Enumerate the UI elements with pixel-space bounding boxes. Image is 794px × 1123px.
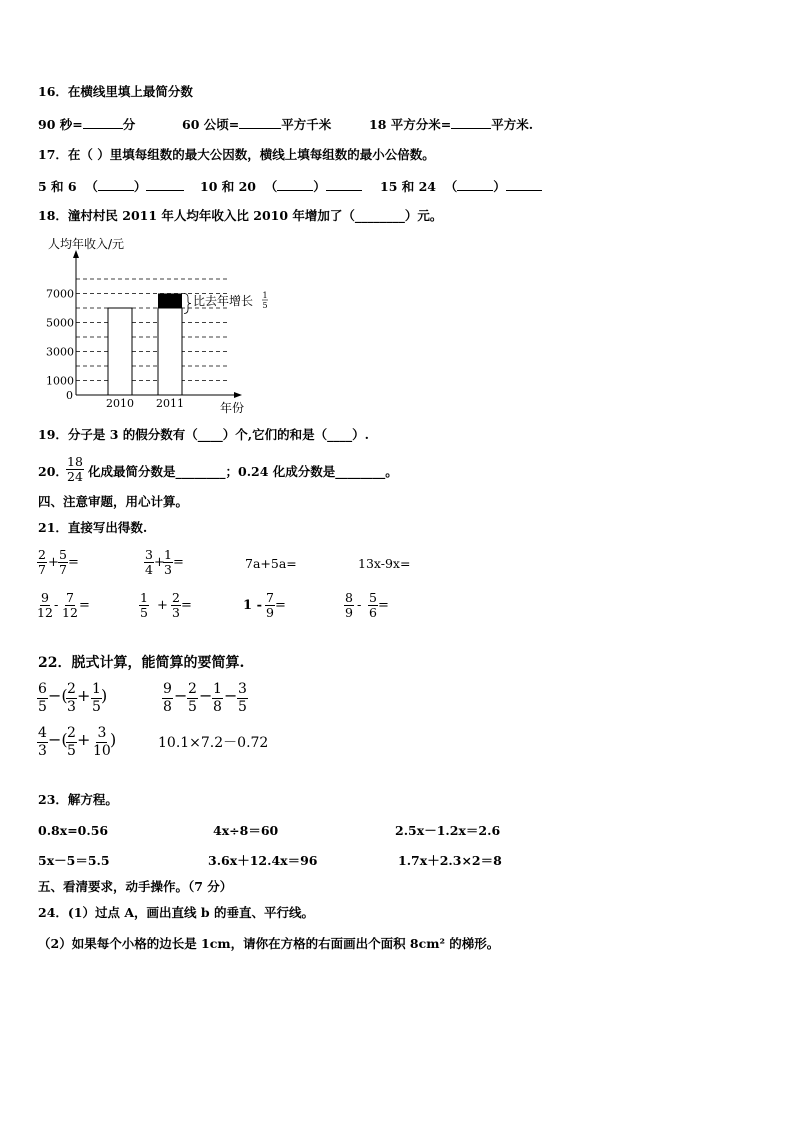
x-axis-label: 年份: [220, 401, 245, 415]
q20-rest: 化成最简分数是________；0.24 化成分数是________。: [88, 464, 398, 479]
denominator: 5: [188, 699, 197, 715]
minuend: 1 -: [243, 598, 262, 613]
q21-expr-3: 7a+5a=: [245, 556, 297, 571]
y-tick-label: 7000: [46, 287, 74, 301]
y-tick-label: 0: [66, 389, 73, 402]
q18-title: 18．潼村村民 2011 年人均年收入比 2010 年增加了（________）元。: [38, 208, 443, 223]
paren-close: ）: [133, 179, 147, 194]
chart-bars: [106, 294, 184, 411]
denominator: 3: [67, 699, 76, 715]
paren-open: （: [85, 179, 98, 194]
brace-icon: [184, 294, 191, 314]
operator: -: [54, 598, 59, 613]
equals: =: [173, 555, 184, 570]
q19-title: 19．分子是 3 的假分数有（____）个,它们的和是（____）.: [38, 427, 370, 442]
denominator: 3: [38, 743, 47, 759]
numerator: 6: [38, 681, 47, 697]
paren-open: （: [444, 179, 458, 194]
q16-a-left: 90 秒=: [38, 117, 83, 132]
denominator: 7: [59, 562, 67, 577]
q16-c-left: 18 平方分米=: [369, 117, 452, 132]
operator: −(: [48, 730, 68, 749]
denominator: 8: [213, 699, 222, 715]
numerator: 2: [188, 681, 197, 697]
x-tick-label: 2010: [106, 397, 134, 410]
numerator: 3: [145, 547, 153, 562]
q23-eq-6: 1.7x＋2.3×2＝8: [398, 853, 502, 868]
denominator: 8: [163, 699, 172, 715]
lcm-blank[interactable]: [326, 178, 362, 191]
y-axis-arrow: [73, 250, 79, 258]
answer-blank[interactable]: [83, 116, 123, 129]
denominator: 3: [164, 562, 172, 577]
denominator: 3: [172, 605, 180, 620]
paren-close: ）: [313, 179, 326, 194]
numerator: 18: [67, 454, 83, 469]
operator: -: [357, 598, 362, 613]
denominator: 5: [67, 743, 76, 759]
numerator: 2: [67, 681, 76, 697]
gcd-blank[interactable]: [277, 178, 313, 191]
section5-title: 五、看清要求，动手操作。（7 分）: [38, 879, 233, 894]
numerator: 9: [163, 681, 172, 697]
q17-group-3: [380, 178, 542, 195]
answer-blank[interactable]: [451, 116, 491, 129]
denominator: 4: [145, 562, 153, 577]
q24-line-2: （2）如果每个小格的边长是 1cm，请你在方格的右面画出个面积 8cm² 的梯形。: [38, 936, 500, 951]
denominator: 24: [67, 469, 83, 484]
x-tick-label: 2011: [156, 397, 184, 410]
q16-title: 16．在横线里填上最简分数: [38, 84, 193, 99]
paren-close: ): [110, 730, 117, 749]
denominator: 7: [38, 562, 46, 577]
q17-g1-label: 5 和 6: [38, 179, 77, 194]
denominator: 6: [369, 605, 377, 620]
numerator: 2: [172, 590, 180, 605]
denominator: 9: [266, 605, 274, 620]
denominator: 10: [93, 743, 111, 759]
operator: −: [174, 686, 188, 705]
equals: =: [181, 598, 192, 613]
numerator: 4: [38, 725, 47, 741]
q23-eq-2: 4x÷8＝60: [213, 823, 279, 838]
chart-tick-labels: [46, 288, 74, 403]
numerator: 3: [97, 725, 107, 741]
annotation-denominator: 5: [262, 301, 268, 310]
numerator: 8: [345, 590, 353, 605]
q17-group-1: [38, 178, 184, 195]
numerator: 3: [238, 681, 247, 697]
operator: −(: [48, 686, 68, 705]
numerator: 5: [369, 590, 377, 605]
annotation-numerator: 1: [262, 291, 268, 300]
bar-2010: [108, 308, 132, 395]
bar-2011: [158, 308, 182, 395]
operator: −: [199, 686, 213, 705]
operator: −: [224, 686, 238, 705]
q16-b-left: 60 公顷=: [182, 117, 240, 132]
q23-eq-4: 5x－5＝5.5: [38, 853, 110, 868]
denominator: 5: [140, 605, 148, 620]
operator: +: [77, 686, 91, 705]
annotation-text: 比去年增长: [193, 294, 254, 308]
q22-problem-4: 10.1×7.2－0.72: [158, 735, 269, 751]
numerator: 1: [164, 547, 172, 562]
q17-g2-label: 10 和 20: [200, 179, 256, 194]
numerator: 5: [59, 547, 67, 562]
paren-open: （: [264, 179, 278, 194]
q23-eq-5: 3.6x＋12.4x＝96: [208, 853, 318, 868]
denominator: 5: [238, 699, 247, 715]
denominator: 9: [345, 605, 353, 620]
equals: =: [275, 598, 286, 613]
denominator: 5: [38, 699, 47, 715]
gcd-blank[interactable]: [98, 178, 134, 191]
q24-line-1: 24．(1）过点 A，画出直线 b 的垂直、平行线。: [38, 905, 315, 920]
q16-a-unit: 分: [122, 117, 136, 132]
operator: +: [48, 555, 59, 570]
denominator: 12: [37, 605, 53, 620]
q21-expr-4: 13x-9x=: [358, 556, 411, 571]
paren-close: ）: [493, 179, 506, 194]
paren-close: ): [101, 686, 108, 705]
increase-annotation: [184, 291, 268, 314]
q22-title: 22．脱式计算，能简算的要简算.: [38, 655, 245, 671]
equals: =: [68, 555, 79, 570]
denominator: 5: [92, 699, 101, 715]
operator: +: [154, 555, 165, 570]
equals: =: [378, 598, 389, 613]
numerator: 7: [65, 590, 74, 605]
q20-prefix: 20．: [38, 464, 68, 479]
q17-title: 17．在（ ）里填每组数的最大公因数，横线上填每组数的最小公倍数。: [38, 147, 435, 162]
section4-title: 四、注意审题，用心计算。: [38, 494, 189, 509]
income-bar-chart: [30, 236, 290, 416]
x-axis-arrow: [234, 392, 242, 398]
q23-eq-3: 2.5x－1.2x＝2.6: [395, 823, 501, 838]
numerator: 2: [38, 547, 46, 562]
y-axis-label: 人均年收入/元: [48, 237, 125, 251]
q23-title: 23．解方程。: [38, 792, 118, 807]
bar-increase-segment: [158, 294, 182, 309]
denominator: 12: [62, 605, 78, 620]
answer-blank[interactable]: [239, 116, 281, 129]
gcd-blank[interactable]: [457, 178, 493, 191]
operator: +: [77, 730, 91, 749]
q17-group-2: [200, 178, 362, 195]
numerator: 1: [92, 681, 101, 697]
q21-title: 21．直接写出得数.: [38, 520, 148, 535]
q20-fraction: [66, 455, 84, 484]
lcm-blank[interactable]: [146, 178, 184, 191]
q16-b-unit: 平方千米: [281, 117, 332, 132]
operator: +: [157, 598, 168, 613]
y-tick-label: 3000: [46, 345, 74, 359]
numerator: 2: [67, 725, 76, 741]
y-tick-label: 1000: [46, 374, 74, 388]
q17-g3-label: 15 和 24: [380, 179, 436, 194]
equals: =: [79, 598, 90, 613]
numerator: 1: [213, 681, 222, 697]
q16-c-unit: 平方米.: [491, 117, 534, 132]
q23-eq-1: 0.8x=0.56: [38, 823, 109, 838]
q16-item-a: [38, 116, 135, 133]
q16-item-b: [182, 116, 331, 133]
numerator: 7: [266, 590, 274, 605]
q16-item-c: [369, 116, 533, 133]
numerator: 9: [40, 590, 49, 605]
numerator: 1: [140, 590, 148, 605]
y-tick-label: 5000: [46, 316, 74, 330]
lcm-blank[interactable]: [506, 178, 542, 191]
